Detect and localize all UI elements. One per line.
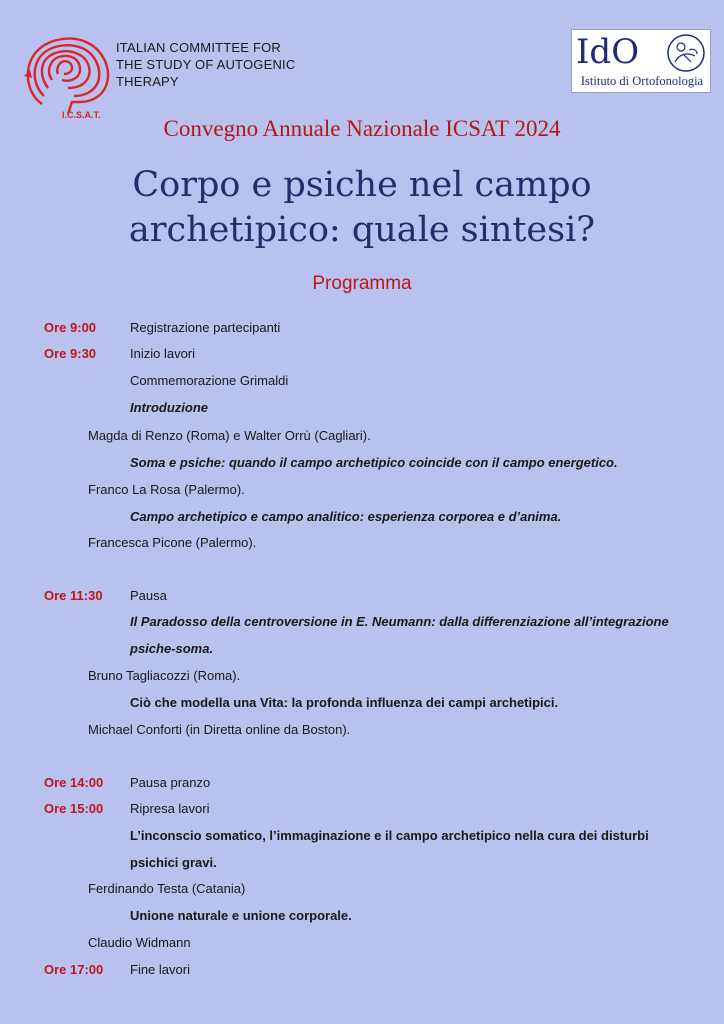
speaker-name: Michael Conforti (in Diretta online da Boston). xyxy=(88,722,351,737)
speaker-name: Claudio Widmann xyxy=(88,935,191,950)
conference-title: Convegno Annuale Nazionale ICSAT 2024 xyxy=(163,116,561,141)
speaker-name: Magda di Renzo (Roma) e Walter Orrù (Cagliari). xyxy=(88,428,371,443)
time-label: Ore 15:00 xyxy=(44,801,104,816)
time-label: Ore 9:00 xyxy=(44,320,97,335)
schedule-item: Ripresa lavori xyxy=(130,801,210,816)
session-heading: Introduzione xyxy=(130,400,208,415)
time-label: Ore 17:00 xyxy=(44,962,104,977)
org-line-2: THE STUDY OF AUTOGENIC xyxy=(116,57,296,72)
schedule-item: Fine lavori xyxy=(130,962,190,977)
time-label: Ore 14:00 xyxy=(44,775,104,790)
icsat-logo xyxy=(20,30,116,122)
speaker-name: Francesca Picone (Palermo). xyxy=(88,535,257,550)
time-label: Ore 11:30 xyxy=(44,588,103,603)
schedule-item: Pausa pranzo xyxy=(130,775,211,790)
talk-title: L’inconscio somatico, l’immaginazione e il campo archetipico nella cura dei disturbi xyxy=(130,828,649,843)
icsat-logo-text: I.C.S.A.T. xyxy=(62,110,101,120)
section-title: Programma xyxy=(312,273,412,294)
ido-logo-subtitle: Istituto di Ortofonologia xyxy=(580,74,704,88)
schedule-item: Commemorazione Grimaldi xyxy=(130,373,289,388)
talk-title-continued: psichici gravi. xyxy=(130,855,217,870)
org-line-1: ITALIAN COMMITTEE FOR xyxy=(116,40,282,55)
ido-emblem-icon xyxy=(665,32,707,74)
main-title-line-2: archetipico: quale sintesi? xyxy=(128,210,596,250)
speaker-name: Bruno Tagliacozzi (Roma). xyxy=(88,668,241,683)
talk-title: Il Paradosso della centroversione in E. Neumann: dalla differenziazione all’integrazione xyxy=(130,614,669,629)
main-title-line-1: Corpo e psiche nel campo xyxy=(132,165,592,205)
org-line-3: THERAPY xyxy=(116,74,179,89)
ido-logo-letters: IdO xyxy=(576,32,640,72)
talk-title: Soma e psiche: quando il campo archetipico coincide con il campo energetico. xyxy=(130,455,618,470)
talk-title: Campo archetipico e campo analitico: esperienza corporea e d’anima. xyxy=(130,509,562,524)
speaker-name: Ferdinando Testa (Catania) xyxy=(88,881,246,896)
schedule-item: Inizio lavori xyxy=(130,346,196,361)
schedule-item: Registrazione partecipanti xyxy=(130,320,281,335)
speaker-name: Franco La Rosa (Palermo). xyxy=(88,482,245,497)
talk-title-continued: psiche-soma. xyxy=(130,641,214,656)
schedule-item: Pausa xyxy=(130,588,167,603)
main-title xyxy=(0,163,724,253)
organization-name xyxy=(116,39,295,90)
talk-title: Unione naturale e unione corporale. xyxy=(130,908,352,923)
time-label: Ore 9:30 xyxy=(44,346,97,361)
talk-title: Ciò che modella una Vita: la profonda influenza dei campi archetipici. xyxy=(130,695,559,710)
ido-logo xyxy=(571,29,711,93)
